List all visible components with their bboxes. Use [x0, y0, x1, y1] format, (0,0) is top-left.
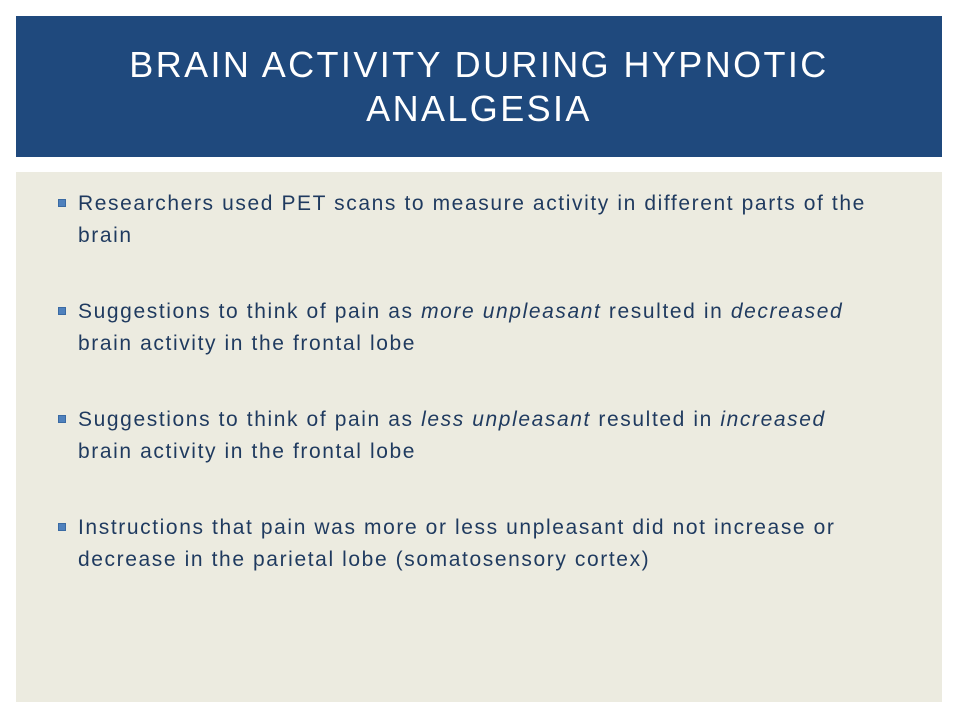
content-panel	[16, 172, 942, 702]
bullet-text	[78, 516, 836, 571]
bullet-segment: Suggestions to think of pain as	[78, 408, 422, 431]
bullet-text	[78, 192, 866, 247]
bullet-segment: brain activity in the frontal lobe	[78, 440, 417, 463]
bullet-item	[56, 512, 886, 576]
title-banner	[16, 16, 942, 157]
bullet-segment: brain activity in the frontal lobe	[78, 332, 417, 355]
bullet-emphasis: increased	[720, 408, 826, 431]
bullet-item	[56, 296, 886, 360]
square-bullet-icon	[58, 523, 66, 531]
bullet-segment: Suggestions to think of pain as	[78, 300, 422, 323]
bullet-segment: resulted in	[591, 408, 721, 431]
bullet-item	[56, 188, 886, 252]
bullet-item	[56, 404, 886, 468]
square-bullet-icon	[58, 199, 66, 207]
bullet-emphasis: decreased	[730, 300, 844, 323]
bullet-segment: resulted in	[601, 300, 731, 323]
square-bullet-icon	[58, 307, 66, 315]
bullet-text	[78, 408, 826, 463]
bullet-segment: Instructions that pain was more or less unpleasant did not increase or decrease in the parietal lobe (somatosensory cortex)	[78, 516, 836, 571]
slide-title: BRAIN ACTIVITY DURING HYPNOTIC ANALGESIA	[129, 43, 829, 129]
bullet-segment: Researchers used PET scans to measure activity in different parts of the brain	[78, 192, 866, 247]
bullet-emphasis: less unpleasant	[421, 408, 591, 431]
bullet-text	[78, 300, 843, 355]
bullet-emphasis: more unpleasant	[421, 300, 602, 323]
bullet-list	[56, 188, 886, 620]
square-bullet-icon	[58, 415, 66, 423]
